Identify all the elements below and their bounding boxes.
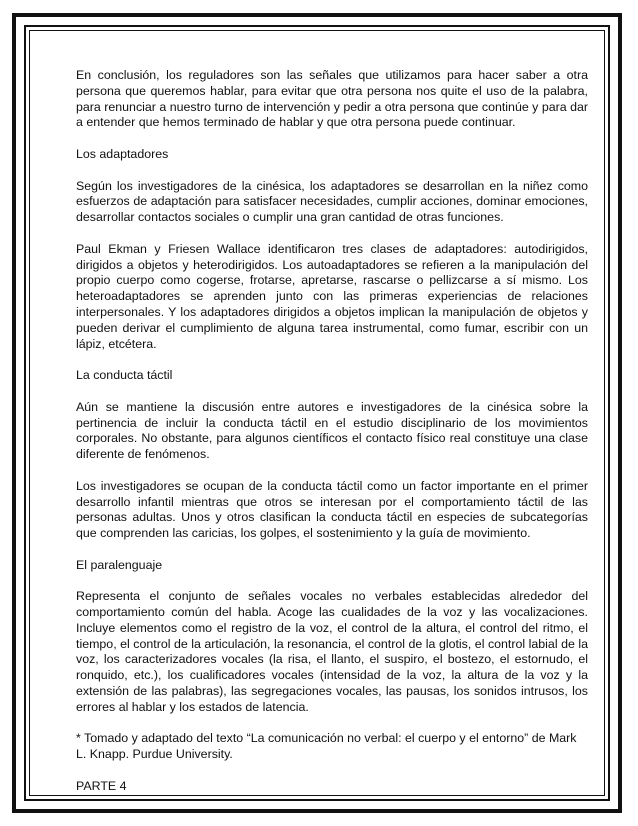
section-heading-adaptadores: Los adaptadores (76, 146, 169, 161)
paragraph-conclusion: En conclusión, los reguladores son las señales que utilizamos para hacer saber a otra persona que queremos hablar, para evitar que otra persona nos quite el uso de la palabra, para renunciar a nuestro turno de intervención y pedir a otra persona que continúe y para dar a entender que hemos terminado de hablar y que otra persona puede continuar. (76, 68, 588, 130)
paragraph-investigadores: Los investigadores se ocupan de la conducta táctil como un factor importante en el primer desarrollo infantil mientras que otros se interesan por el comportamiento táctil de las personas adultas. Unos y otros clasifican la conducta táctil en especies de subcategorías que comprenden las caricias, los golpes, el sostenimiento y la guía de movimiento. (76, 478, 588, 541)
part-label: PARTE 4 (76, 778, 127, 793)
section-heading-paralenguaje: El paralenguaje (76, 557, 163, 572)
paragraph-paralenguaje: Representa el conjunto de señales vocales no verbales establecidas alrededor del comportamiento común del habla. Acoge las cualidades de la voz y las vocalizaciones. Incluye elementos como el registro de la voz, el control de la altura, el control del ritmo, el tiempo, el control de la articulación, la resonancia, el control de la glotis, el control labial de la voz, los caracterizadores vocales (la risa, el llanto, el suspiro, el bostezo, el estornudo, el ronquido, etc.), los cualificadores vocales (intensidad de la voz, la altura de la voz y la extensión de las palabras), las segregaciones vocales, las pausas, los sonidos intrusos, los errores al hablar y los estados de latencia. (76, 589, 588, 714)
document-body (76, 68, 588, 810)
paragraph-ekman-friesen: Paul Ekman y Friesen Wallace identificaron tres clases de adaptadores: autodirigidos, dirigidos a objetos y heterodirigidos. Los autoadaptadores se refieren a la manipulación del propio cuerpo como cogerse, frotarse, apretarse, rascarse o pellizcarse a sí mismo. Los heteroadaptadores se aprenden junto con las primeras experiencias de relaciones interpersonales. Y los adaptadores dirigidos a objetos implican la manipulación de objetos y pueden derivar el cumplimiento de alguna tarea instrumental, como fumar, escribir con un lápiz, etcétera. (76, 241, 588, 351)
source-note: * Tomado y adaptado del texto “La comunicación no verbal: el cuerpo y el entorno” de Mark L. Knapp. Purdue University. (76, 731, 577, 762)
section-heading-conducta-tactil: La conducta táctil (76, 368, 173, 383)
paragraph-adaptadores-intro: Según los investigadores de la cinésica, los adaptadores se desarrollan en la niñez como esfuerzos de adaptación para satisfacer necesidades, cumplir acciones, dominar emociones, desarrollar contactos sociales o cumplir una gran cantidad de otras funciones. (76, 178, 588, 225)
paragraph-discusion: Aún se mantiene la discusión entre autores e investigadores de la cinésica sobre la pertinencia de incluir la conducta táctil en el estudio disciplinario de los movimientos corporales. No obstante, para algunos científicos el contacto físico real constituye una clase diferente de fenómenos. (76, 399, 588, 462)
